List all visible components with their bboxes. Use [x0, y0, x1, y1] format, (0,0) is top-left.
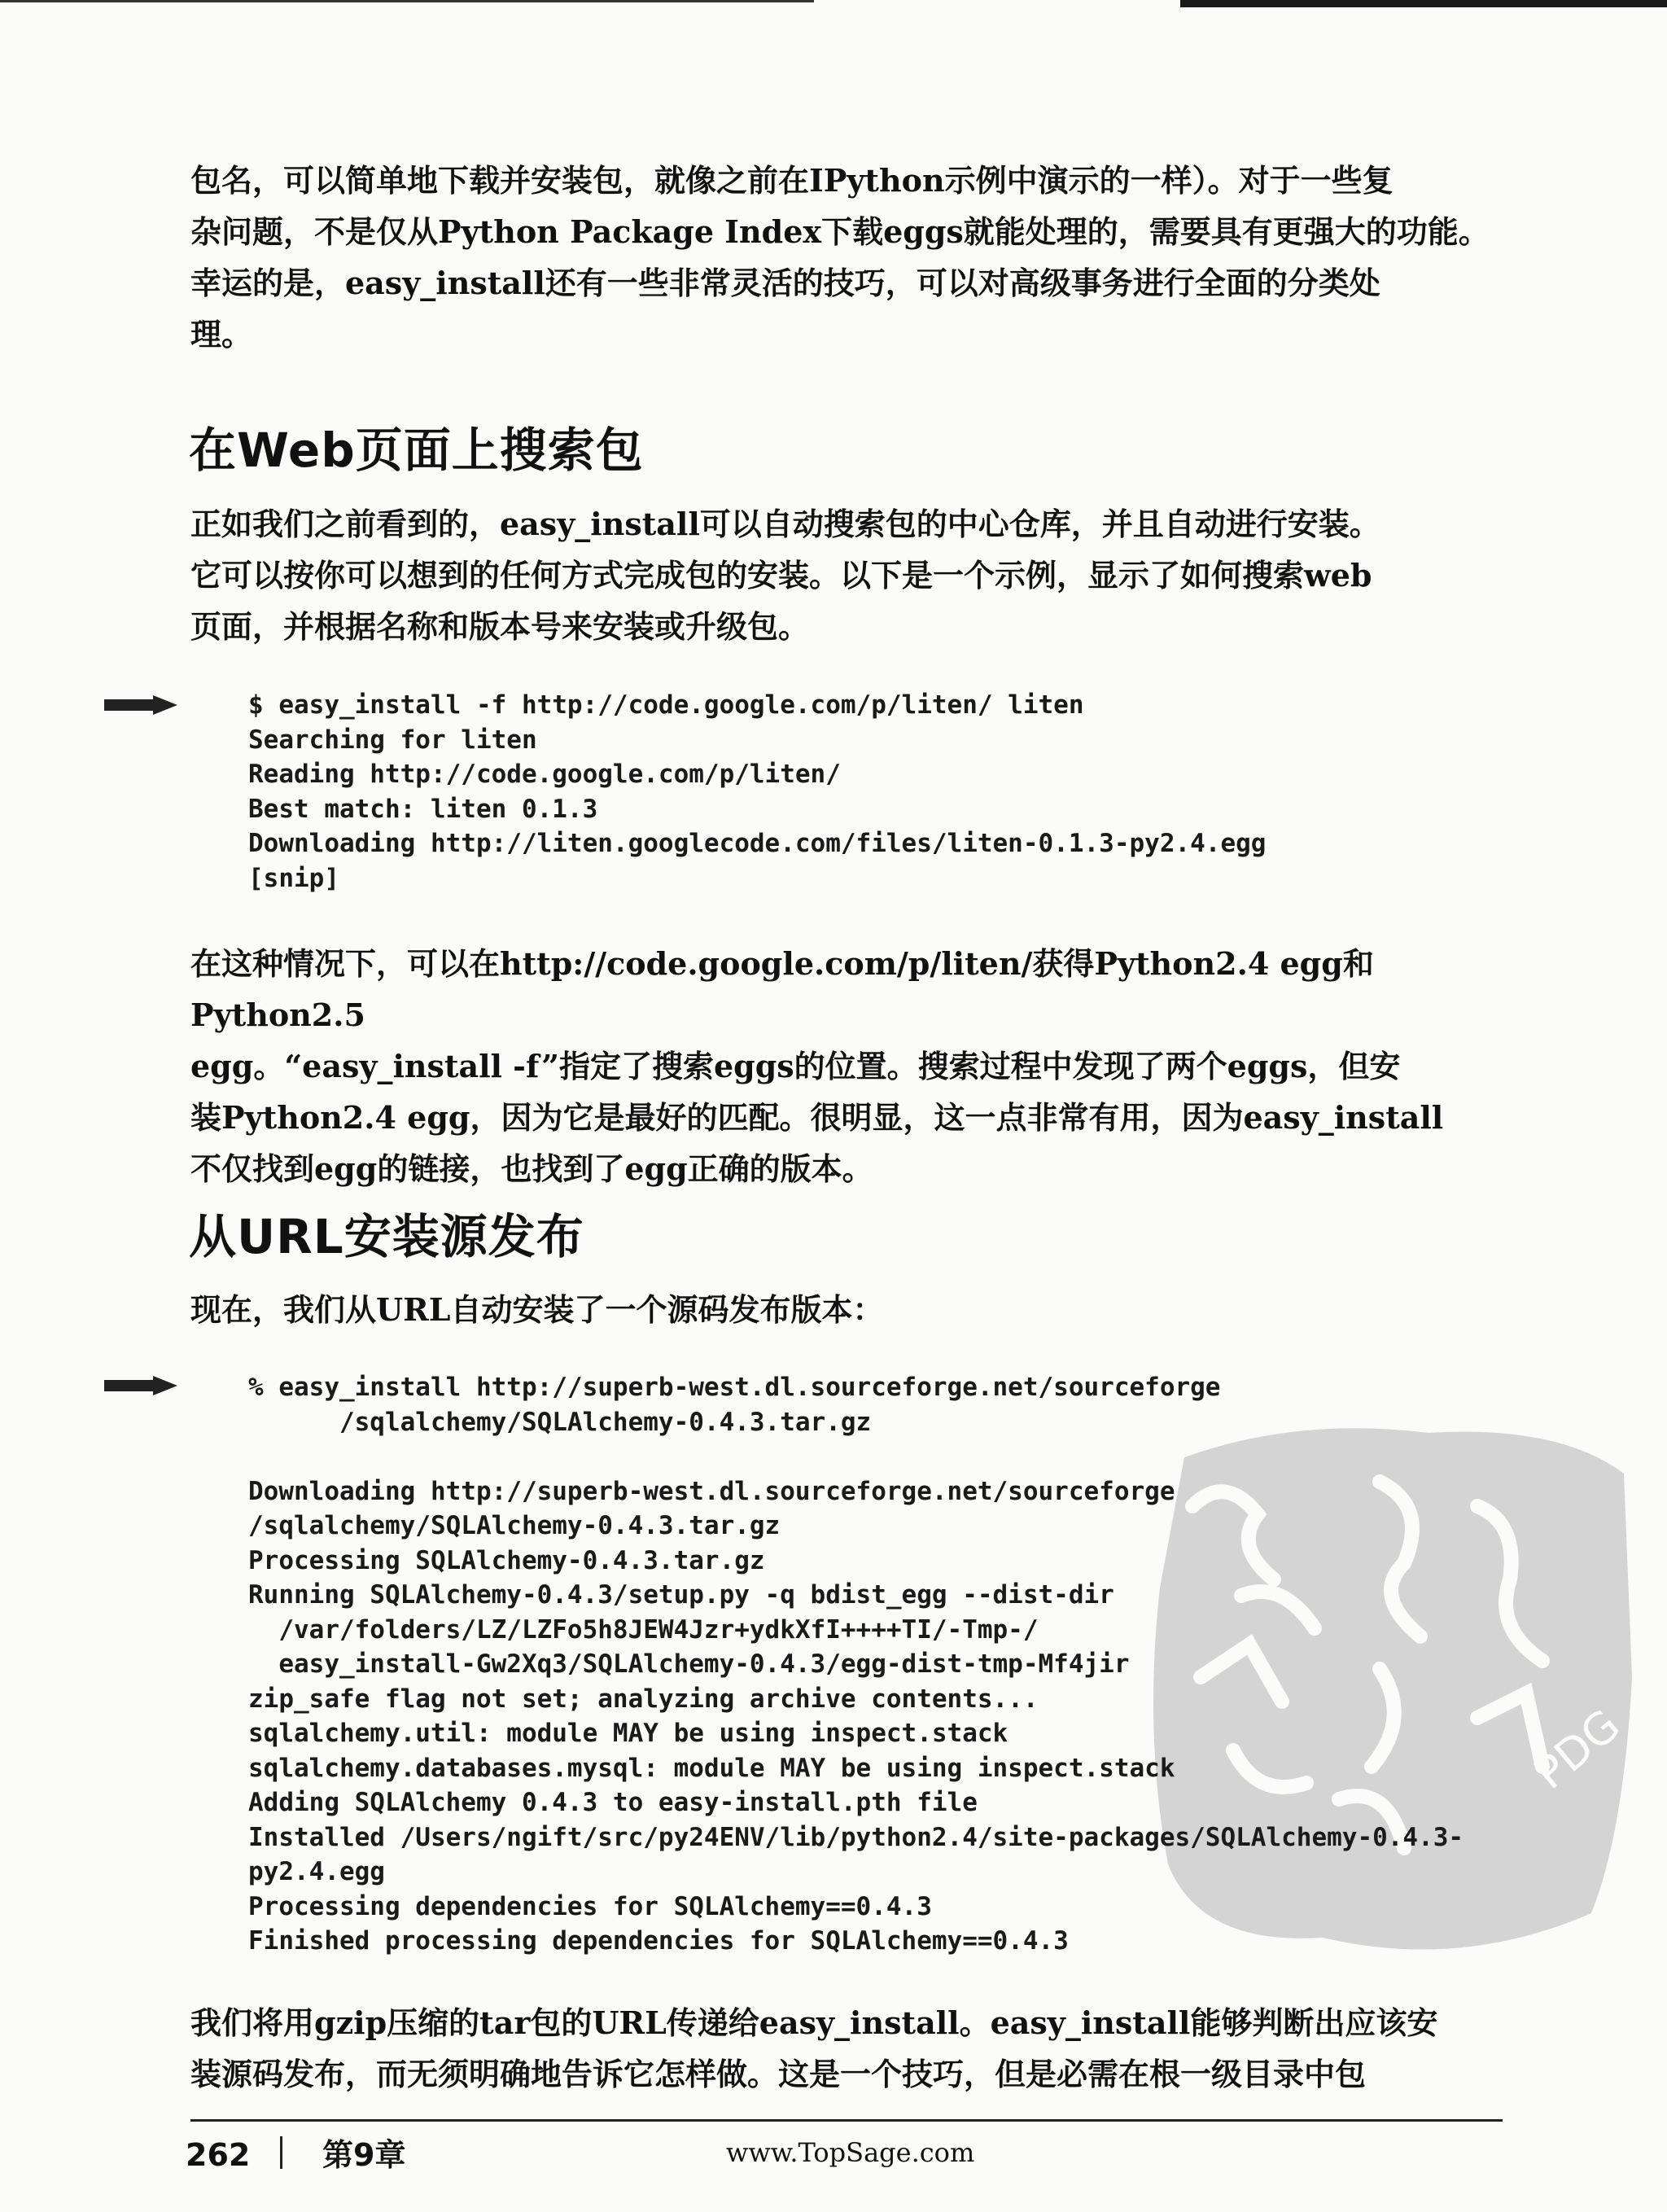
- code-marker-arrow-icon: [104, 695, 177, 715]
- explain-line-3: 装Python2.4 egg，因为它是最好的匹配。很明显，这一点非常有用，因为easy_install: [190, 1099, 1444, 1136]
- top-rule-bar: [1180, 0, 1667, 7]
- explain-line-2: egg。“easy_install -f”指定了搜索eggs的位置。搜索过程中发现了两个eggs，但安: [190, 1048, 1401, 1084]
- final-line-1: 我们将用gzip压缩的tar包的URL传递给easy_install。easy_install能够判断出应该安: [190, 2004, 1438, 2041]
- code-block-liten: $ easy_install -f http://code.google.com/p/liten/ liten Searching for liten Reading http://code.google.com/p/liten/ Best match: liten 0.1.3 Downloading http://liten.googlecode.com/files/liten-0.1.3-py2.4.egg [snip]: [248, 690, 1267, 893]
- intro-line-1: 包名，可以简单地下载并安装包，就像之前在IPython示例中演示的一样）。对于一些复: [190, 162, 1394, 199]
- code-block-sqlalchemy: % easy_install http://superb-west.dl.sourceforge.net/sourceforge /sqlalchemy/SQLAlchemy-0.4.3.tar.gz Downloading http://superb-west.dl.sourceforge.net/sourceforge /sqlalchemy/SQLAlchemy-0.4.3.tar.gz Processing SQLAlchemy-0.4.3.tar.gz Running SQLAlchemy-0.4.3/setup.py -q bdist_egg --dist-dir /var/folders/LZ/LZFo5h8JEW4Jzr+ydkXfI++++TI/-Tmp-/ easy_install-Gw2Xq3/SQLAlchemy-0.4.3/egg-dist-tmp-Mf4jir zip_safe flag not set; analyzing archive contents... sqlalchemy.util: module MAY be using inspect.stack sqlalchemy.databases.mysql: module MAY be using inspect.stack Adding SQLAlchemy 0.4.3 to easy-install.pth file Installed /Users/ngift/src/py24ENV/lib/python2.4/site-packages/SQLAlchemy-0.4.3- py2.4.egg Processing dependencies for SQLAlchemy==0.4.3 Finished processing dependencies for SQLAlchemy==0.4.3: [248, 1373, 1464, 1956]
- code-marker-arrow-icon: [104, 1376, 177, 1395]
- intro-line-4: 理。: [190, 316, 253, 353]
- intro-line-3: 幸运的是，easy_install还有一些非常灵活的技巧，可以对高级事务进行全面的分类处: [190, 265, 1380, 301]
- explain-line-1: 在这种情况下，可以在http://code.google.com/p/liten/获得Python2.4 egg和Python2.5: [190, 945, 1374, 1033]
- footer-rule: [190, 2119, 1503, 2122]
- page-number: 262: [186, 2137, 251, 2173]
- intro-paragraph: [190, 155, 1501, 360]
- watermark-seal-label: PDG: [1524, 1699, 1630, 1799]
- final-paragraph: [190, 1997, 1501, 2100]
- explain-paragraph: [190, 938, 1501, 1194]
- intro-line-2: 杂问题，不是仅从Python Package Index下载eggs就能处理的，需要具有更强大的功能。: [190, 213, 1490, 250]
- top-rule: [0, 0, 814, 2]
- final-line-2: 装源码发布，而无须明确地告诉它怎样做。这是一个技巧，但是必需在根一级目录中包: [190, 2056, 1367, 2092]
- website-link[interactable]: www.TopSage.com: [726, 2137, 975, 2168]
- url-intro-paragraph: 现在，我们从URL自动安装了一个源码发布版本：: [190, 1291, 884, 1328]
- search-line-1: 正如我们之前看到的，easy_install可以自动搜索包的中心仓库，并且自动进行安装。: [190, 506, 1380, 542]
- search-paragraph: [190, 498, 1501, 652]
- search-line-2: 它可以按你可以想到的任何方式完成包的安装。以下是一个示例，显示了如何搜索web: [190, 557, 1372, 594]
- search-line-3: 页面，并根据名称和版本号来安装或升级包。: [190, 608, 810, 645]
- explain-line-4: 不仅找到egg的链接，也找到了egg正确的版本。: [190, 1150, 873, 1187]
- footer-separator: [280, 2136, 282, 2169]
- heading-search-web: 在Web页面上搜索包: [189, 423, 644, 478]
- heading-install-url: 从URL安装源发布: [189, 1209, 584, 1264]
- chapter-label: 第9章: [322, 2137, 406, 2173]
